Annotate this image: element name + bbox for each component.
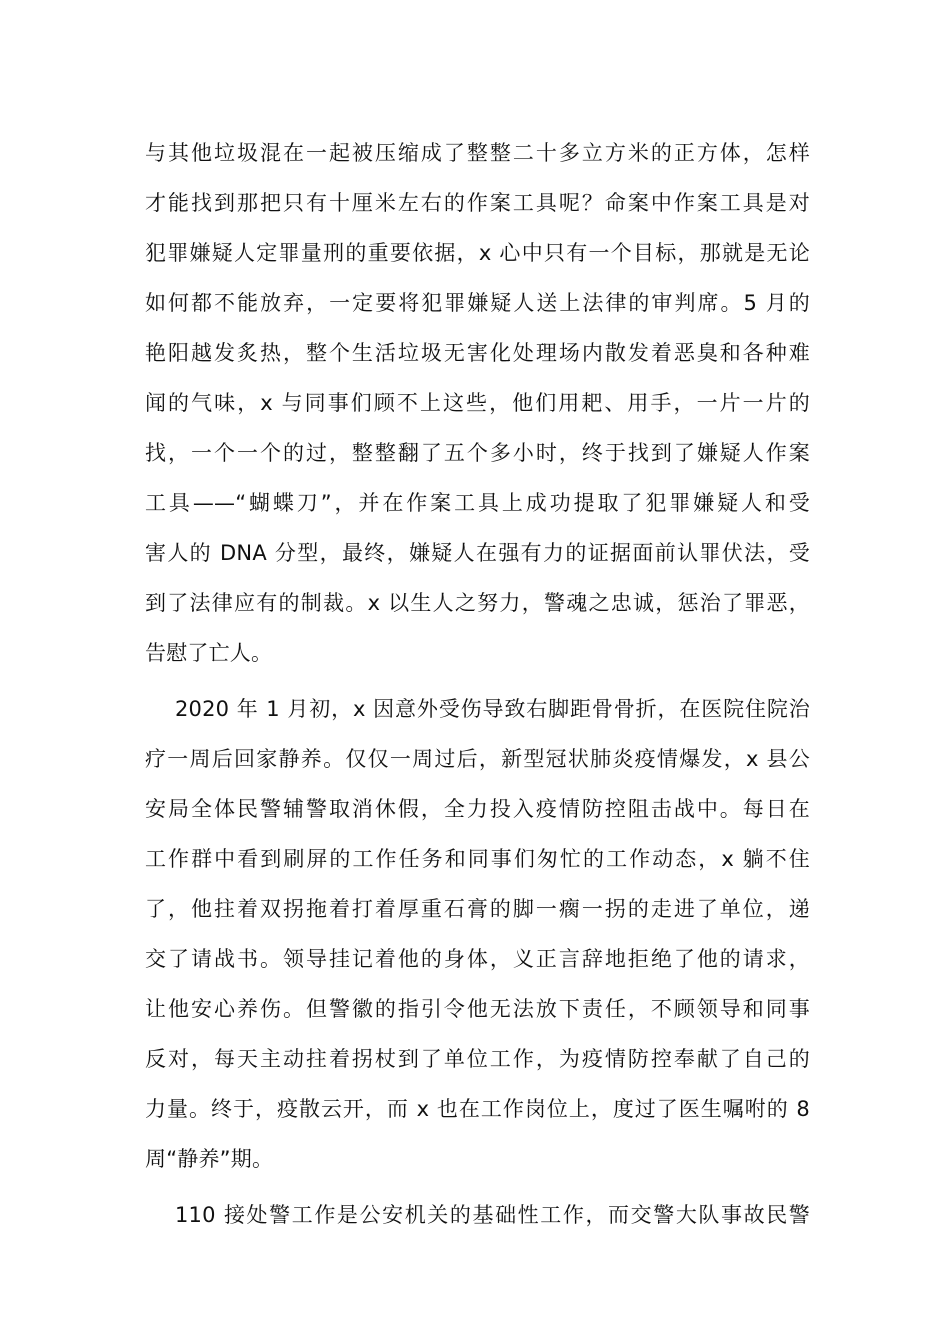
text-line: 闻的气味，x 与同事们顾不上这些，他们用耙、用手，一片一片的 — [145, 391, 810, 415]
text-line: 力量。终于，疫散云开，而 x 也在工作岗位上，度过了医生嘱咐的 8 — [145, 1097, 810, 1121]
text-line: 了，他拄着双拐拖着打着厚重石膏的脚一瘸一拐的走进了单位，递 — [145, 897, 810, 921]
text-line: 告慰了亡人。 — [145, 641, 273, 665]
text-line: 到了法律应有的制裁。x 以生人之努力，警魂之忠诚，惩治了罪恶， — [145, 591, 810, 615]
text-line: 2020 年 1 月初，x 因意外受伤导致右脚距骨骨折，在医院住院治 — [175, 697, 810, 721]
text-line: 与其他垃圾混在一起被压缩成了整整二十多立方米的正方体，怎样 — [145, 141, 810, 165]
text-line: 才能找到那把只有十厘米左右的作案工具呢？命案中作案工具是对 — [145, 191, 810, 215]
text-line: 反对，每天主动拄着拐杖到了单位工作，为疫情防控奉献了自己的 — [145, 1047, 810, 1071]
text-line: 如何都不能放弃，一定要将犯罪嫌疑人送上法律的审判席。5 月的 — [145, 291, 810, 315]
text-line: 找，一个一个的过，整整翻了五个多小时，终于找到了嫌疑人作案 — [145, 441, 810, 465]
text-line: 疗一周后回家静养。仅仅一周过后，新型冠状肺炎疫情爆发，x 县公 — [145, 747, 810, 771]
paragraph-1 — [145, 128, 810, 678]
text-line: 安局全体民警辅警取消休假，全力投入疫情防控阻击战中。每日在 — [145, 797, 810, 821]
text-line: 艳阳越发炙热，整个生活垃圾无害化处理场内散发着恶臭和各种难 — [145, 341, 810, 365]
text-line: 犯罪嫌疑人定罪量刑的重要依据，x 心中只有一个目标，那就是无论 — [145, 241, 810, 265]
text-line: 工具——“蝴蝶刀”，并在作案工具上成功提取了犯罪嫌疑人和受 — [145, 491, 810, 515]
text-line: 交了请战书。领导挂记着他的身体，义正言辞地拒绝了他的请求， — [145, 947, 810, 971]
paragraph-2 — [145, 684, 810, 1184]
text-line: 工作群中看到刷屏的工作任务和同事们匆忙的工作动态，x 躺不住 — [145, 847, 810, 871]
text-line: 让他安心养伤。但警徽的指引令他无法放下责任，不顾领导和同事 — [145, 997, 810, 1021]
paragraph-3 — [145, 1190, 810, 1240]
text-line: 110 接处警工作是公安机关的基础性工作，而交警大队事故民警 — [175, 1203, 810, 1227]
text-line: 周“静养”期。 — [145, 1147, 274, 1171]
document-body — [145, 128, 810, 1240]
text-line: 害人的 DNA 分型，最终，嫌疑人在强有力的证据面前认罪伏法，受 — [145, 541, 810, 565]
